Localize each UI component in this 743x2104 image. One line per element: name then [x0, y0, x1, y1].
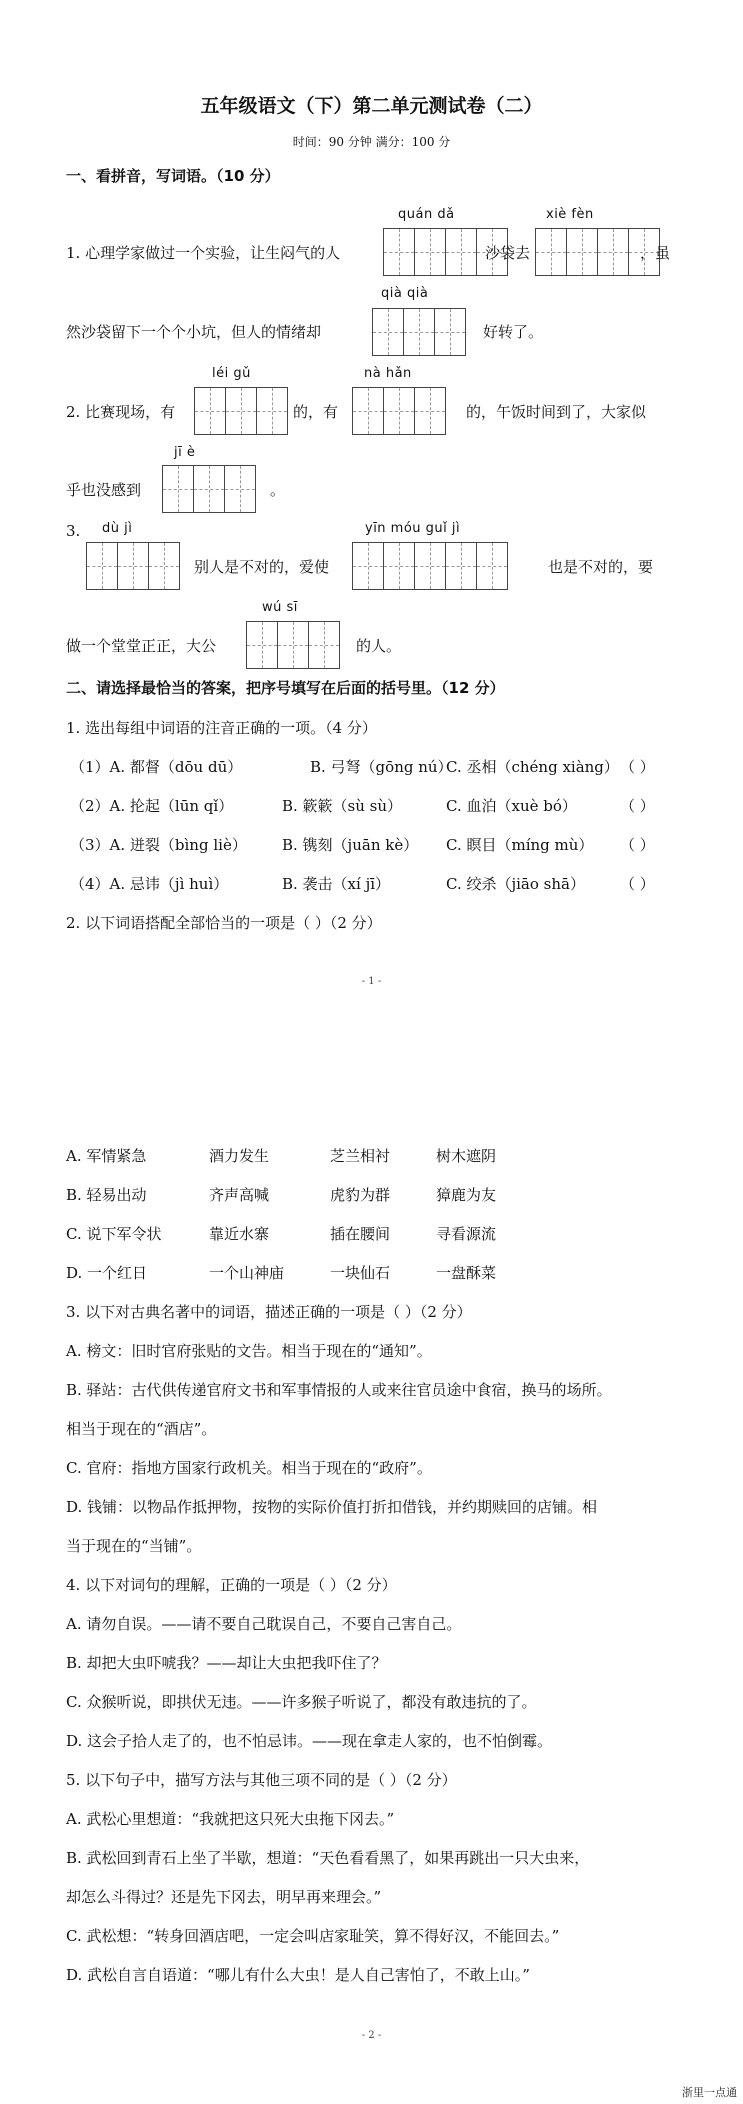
pinyin-xiefen: xiè fèn: [546, 207, 594, 222]
pinyin-yinmouguiji: yīn móu guǐ jì: [365, 521, 461, 536]
answer-box-nahan[interactable]: [352, 387, 446, 435]
s2-q5-option-a: A. 武松心里想道：“我就把这只死大虫拖下冈去。”: [66, 1810, 395, 1828]
option-c: C. 血泊（xuè bó）: [446, 797, 577, 815]
s2-q4-option-b: B. 却把大虫吓唬我？——却让大虫把我吓住了？: [66, 1654, 387, 1672]
s2-q5-option-b-cont: 却怎么斗得过？还是先下冈去，明早再来理会。”: [66, 1888, 382, 1906]
q3-line2b: 的人。: [356, 637, 402, 655]
pinyin-jie: jī è: [174, 445, 196, 460]
q3-num: 3.: [66, 522, 81, 540]
option-b: B. 镌刻（juān kè）: [282, 836, 419, 854]
answer-box-wusi[interactable]: [246, 621, 340, 669]
q2-line1a: 2. 比赛现场，有: [66, 403, 176, 421]
s2-q5-option-c: C. 武松想：“转身回酒店吧，一定会叫店家耻笑，算不得好汉，不能回去。”: [66, 1927, 560, 1945]
phrase: 寻看源流: [436, 1225, 497, 1243]
s2-q3-option-d-cont: 当于现在的“当铺”。: [66, 1537, 202, 1555]
s2-q4-option-a: A. 请勿自误。——请不要自己耽误自己，不要自己害自己。: [66, 1615, 462, 1633]
s2-q3-option-a: A. 榜文：旧时官府张贴的文告。相当于现在的“通知”。: [66, 1342, 432, 1360]
answer-box-qiaqia[interactable]: [372, 308, 466, 356]
option-c: C. 丞相（chéng xiàng）: [446, 758, 619, 776]
phrase: 虎豹为群: [330, 1186, 391, 1204]
s2-q2-stem: 2. 以下词语搭配全部恰当的一项是（ ）（2 分）: [66, 914, 382, 932]
pinyin-quanda: quán dǎ: [398, 207, 455, 222]
s2-q3-option-d: D. 钱铺：以物品作抵押物，按物的实际价值打折扣借钱，并约期赎回的店铺。相: [66, 1498, 598, 1516]
option-a: （3）A. 迸裂（bìng liè）: [70, 836, 247, 854]
answer-box-duji[interactable]: [86, 542, 180, 590]
option-a: （1）A. 都督（dōu dū）: [70, 758, 243, 776]
phrase: 一个山神庙: [209, 1264, 285, 1282]
exam-meta: 时间：90 分钟 满分：100 分: [292, 135, 451, 149]
s2-q5-option-b: B. 武松回到青石上坐了半歇，想道：“天色看看黑了，如果再跳出一只大虫来，: [66, 1849, 590, 1867]
q1-line1b: 沙袋去: [485, 244, 531, 262]
answer-bracket[interactable]: （ ）: [620, 875, 655, 893]
phrase: 芝兰相衬: [330, 1147, 391, 1165]
s2-q3-option-c: C. 官府：指地方国家行政机关。相当于现在的“政府”。: [66, 1459, 432, 1477]
option-c: C. 绞杀（jiāo shā）: [446, 875, 585, 893]
section-2-heading: 二、请选择最恰当的答案，把序号填写在后面的括号里。（12 分）: [66, 679, 505, 697]
option-b: B. 弓弩（gōng nú）: [310, 758, 453, 776]
q1-line2a: 然沙袋留下一个个小坑，但人的情绪却: [66, 323, 322, 341]
phrase: 插在腰间: [330, 1225, 391, 1243]
pinyin-qiaqia: qià qià: [381, 286, 429, 301]
s2-q4-option-c: C. 众猴听说，即拱伏无违。——许多猴子听说了，都没有敢违抗的了。: [66, 1693, 537, 1711]
pinyin-leigu: léi gǔ: [212, 366, 251, 381]
watermark-footer: 浙里一点通: [682, 2086, 737, 2099]
option-b: B. 簌簌（sù sù）: [282, 797, 403, 815]
q3-line1b: 也是不对的，要: [548, 558, 654, 576]
q1-line2b: 好转了。: [483, 323, 544, 341]
page-title: 五年级语文（下）第二单元测试卷（二）: [200, 95, 543, 117]
answer-bracket[interactable]: （ ）: [620, 836, 655, 854]
page-number: - 2 -: [361, 2030, 382, 2041]
q1-line1a: 1. 心理学家做过一个实验，让生闷气的人: [66, 244, 341, 262]
phrase: A. 军情紧急: [66, 1147, 147, 1165]
phrase: 一盘酥菜: [436, 1264, 497, 1282]
phrase: 树木遮阴: [436, 1147, 497, 1165]
answer-bracket[interactable]: （ ）: [620, 758, 655, 776]
s2-q5-option-d: D. 武松自言自语道：“哪儿有什么大虫！是人自己害怕了，不敢上山。”: [66, 1966, 530, 1984]
q3-line1a: 别人是不对的，爱使: [194, 558, 330, 576]
s2-q4-stem: 4. 以下对词句的理解，正确的一项是（ ）（2 分）: [66, 1576, 397, 1594]
phrase: 獐鹿为友: [436, 1186, 497, 1204]
phrase: C. 说下军令状: [66, 1225, 162, 1243]
section-1-heading: 一、看拼音，写词语。（10 分）: [66, 167, 280, 185]
q2-line2a: 乎也没感到: [66, 481, 142, 499]
answer-bracket[interactable]: （ ）: [620, 797, 655, 815]
s2-q1-stem: 1. 选出每组中词语的注音正确的一项。（4 分）: [66, 719, 377, 737]
answer-box-jie[interactable]: [162, 465, 256, 513]
pinyin-duji: dù jì: [102, 521, 133, 536]
answer-box-leigu[interactable]: [194, 387, 288, 435]
phrase: 一块仙石: [330, 1264, 391, 1282]
q2-line1b: 的，有: [293, 403, 339, 421]
answer-box-yinmouguiji[interactable]: [352, 542, 508, 590]
page-number: - 1 -: [361, 976, 382, 987]
q2-line1c: 的，午饭时间到了，大家似: [466, 403, 647, 421]
q1-line1c: ，虽: [640, 244, 671, 262]
q2-line2b: 。: [270, 481, 286, 499]
s2-q3-option-b: B. 驿站：古代供传递官府文书和军事情报的人或来往官员途中食宿，换马的场所。: [66, 1381, 612, 1399]
s2-q3-stem: 3. 以下对古典名著中的词语，描述正确的一项是（ ）（2 分）: [66, 1303, 472, 1321]
option-a: （2）A. 抡起（lūn qǐ）: [70, 797, 234, 815]
pinyin-nahan: nà hǎn: [364, 366, 412, 381]
s2-q5-stem: 5. 以下句子中，描写方法与其他三项不同的是（ ）（2 分）: [66, 1771, 457, 1789]
option-c: C. 瞑目（míng mù）: [446, 836, 594, 854]
phrase: D. 一个红日: [66, 1264, 148, 1282]
phrase: 酒力发生: [209, 1147, 270, 1165]
phrase: B. 轻易出动: [66, 1186, 147, 1204]
phrase: 齐声高喊: [209, 1186, 270, 1204]
option-b: B. 袭击（xí jī）: [282, 875, 391, 893]
phrase: 靠近水寨: [209, 1225, 270, 1243]
option-a: （4）A. 忌讳（jì huì）: [70, 875, 229, 893]
s2-q4-option-d: D. 这会子拾人走了的，也不怕忌讳。——现在拿走人家的，也不怕倒霉。: [66, 1732, 553, 1750]
q3-line2a: 做一个堂堂正正，大公: [66, 637, 217, 655]
s2-q3-option-b-cont: 相当于现在的“酒店”。: [66, 1420, 217, 1438]
pinyin-wusi: wú sī: [262, 600, 298, 615]
